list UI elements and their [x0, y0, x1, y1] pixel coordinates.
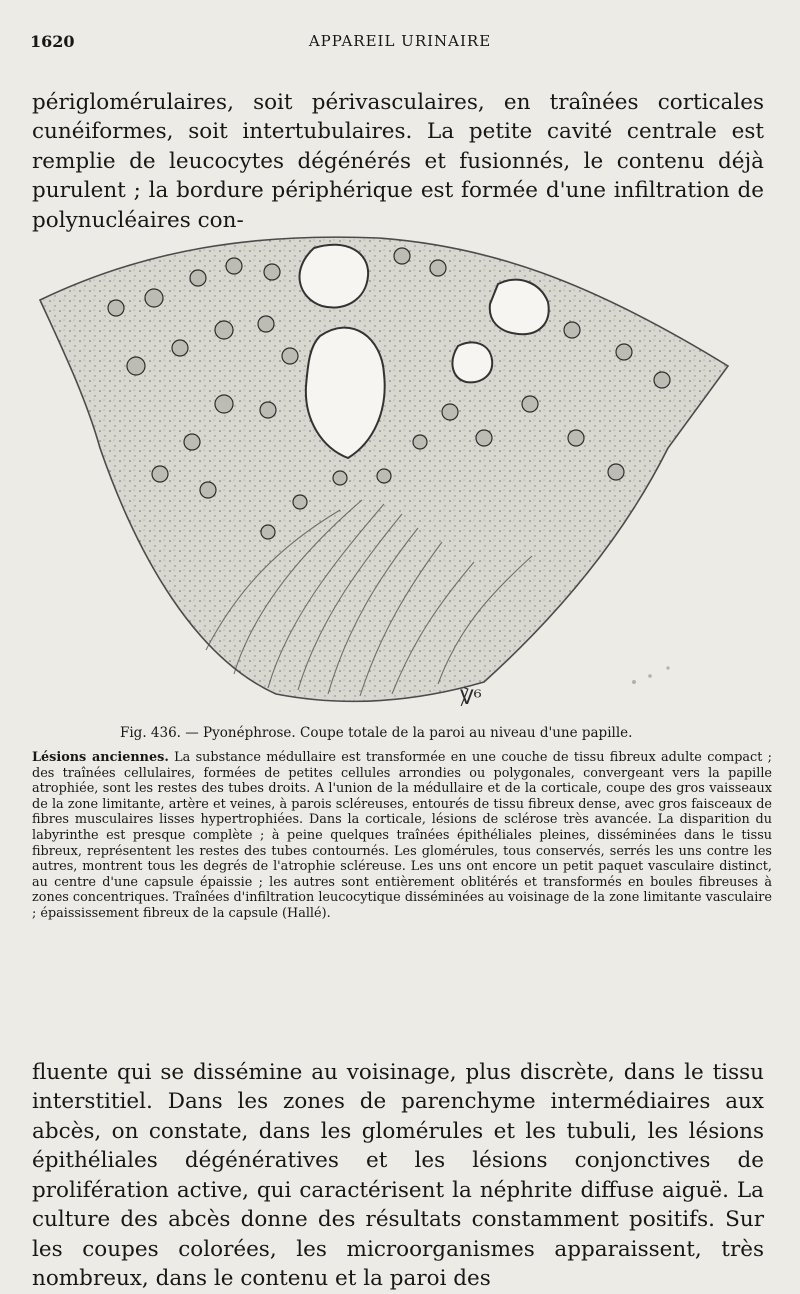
figure-caption-body	[32, 750, 772, 922]
body-paragraph-bottom: fluente qui se dissémine au voisinage, plus discrète, dans le tissu interstitiel. Dans les zones de parenchyme intermédiaires aux abcès, on constate, dans les glomérules et les tubuli, les lésions épithéliales dégénératives et les lésions conjonctives de prolifération active, qui caractérisent la néphrite diffuse aiguë. La culture des abcès donne des résultats constamment positifs. Sur les coupes colorées, les microorganismes apparaissent, très nombreux, dans le contenu et la paroi des	[32, 1059, 764, 1291]
caption-text: La substance médullaire est transformée en une couche de tissu fibreux adulte compact ; des traînées cellulaires, formées de petites cellules arrondies ou polygonales, convergeant vers la papille atrophiée, sont les restes des tubes droits. A l'union de la médullaire et de la corticale, coupe des gros vaisseaux de la zone limitante, artère et veines, à parois scléreuses, entourés de tissu fibreux dense, avec gros faisceaux de fibres musculaires lisses hypertrophiées. Dans la corticale, lésions de sclérose très avancée. La disparition du labyrinthe est presque complète ; à peine quelques traînées épithéliales pleines, disséminées dans le tissu fibreux, représentent les restes des tubes contournés. Les glomérules, tous conservés, serrés les uns contre les autres, montrent tous les degrés de l'atrophie scléreuse. Les uns ont encore un petit paquet vasculaire distinct, au centre d'une capsule épaissie ; les autres sont entièrement oblitérés et transformés en boules fibreuses à zones concentriques. Traînées d'infiltration leucocytique disséminées au voisinage de la zone limitante vasculaire ; épaississement fibreux de la capsule (Hallé).	[32, 750, 772, 921]
running-title: APPAREIL URINAIRE	[308, 32, 492, 50]
body-paragraph-top: périglomérulaires, soit périvasculaires, en traînées corticales cunéiformes, soit intertubulaires. La petite cavité centrale est remplie de leucocytes dégénérés et fusionnés, le contenu déjà purulent ; la bordure périphérique est formée d'une infiltration de polynucléaires con-	[32, 89, 764, 233]
page-number: 1620	[30, 32, 75, 51]
artifact-marks	[632, 666, 670, 684]
figure-436	[28, 228, 740, 714]
upper-cavity	[300, 245, 369, 308]
engraver-signature: ℣⁶	[460, 685, 482, 709]
caption-lead: Lésions anciennes.	[32, 750, 169, 765]
histology-illustration	[28, 228, 740, 714]
figure-caption-title: Fig. 436. — Pyonéphrose. Coupe totale de la paroi au niveau d'une papille.	[120, 725, 633, 741]
small-cavity	[452, 342, 492, 382]
